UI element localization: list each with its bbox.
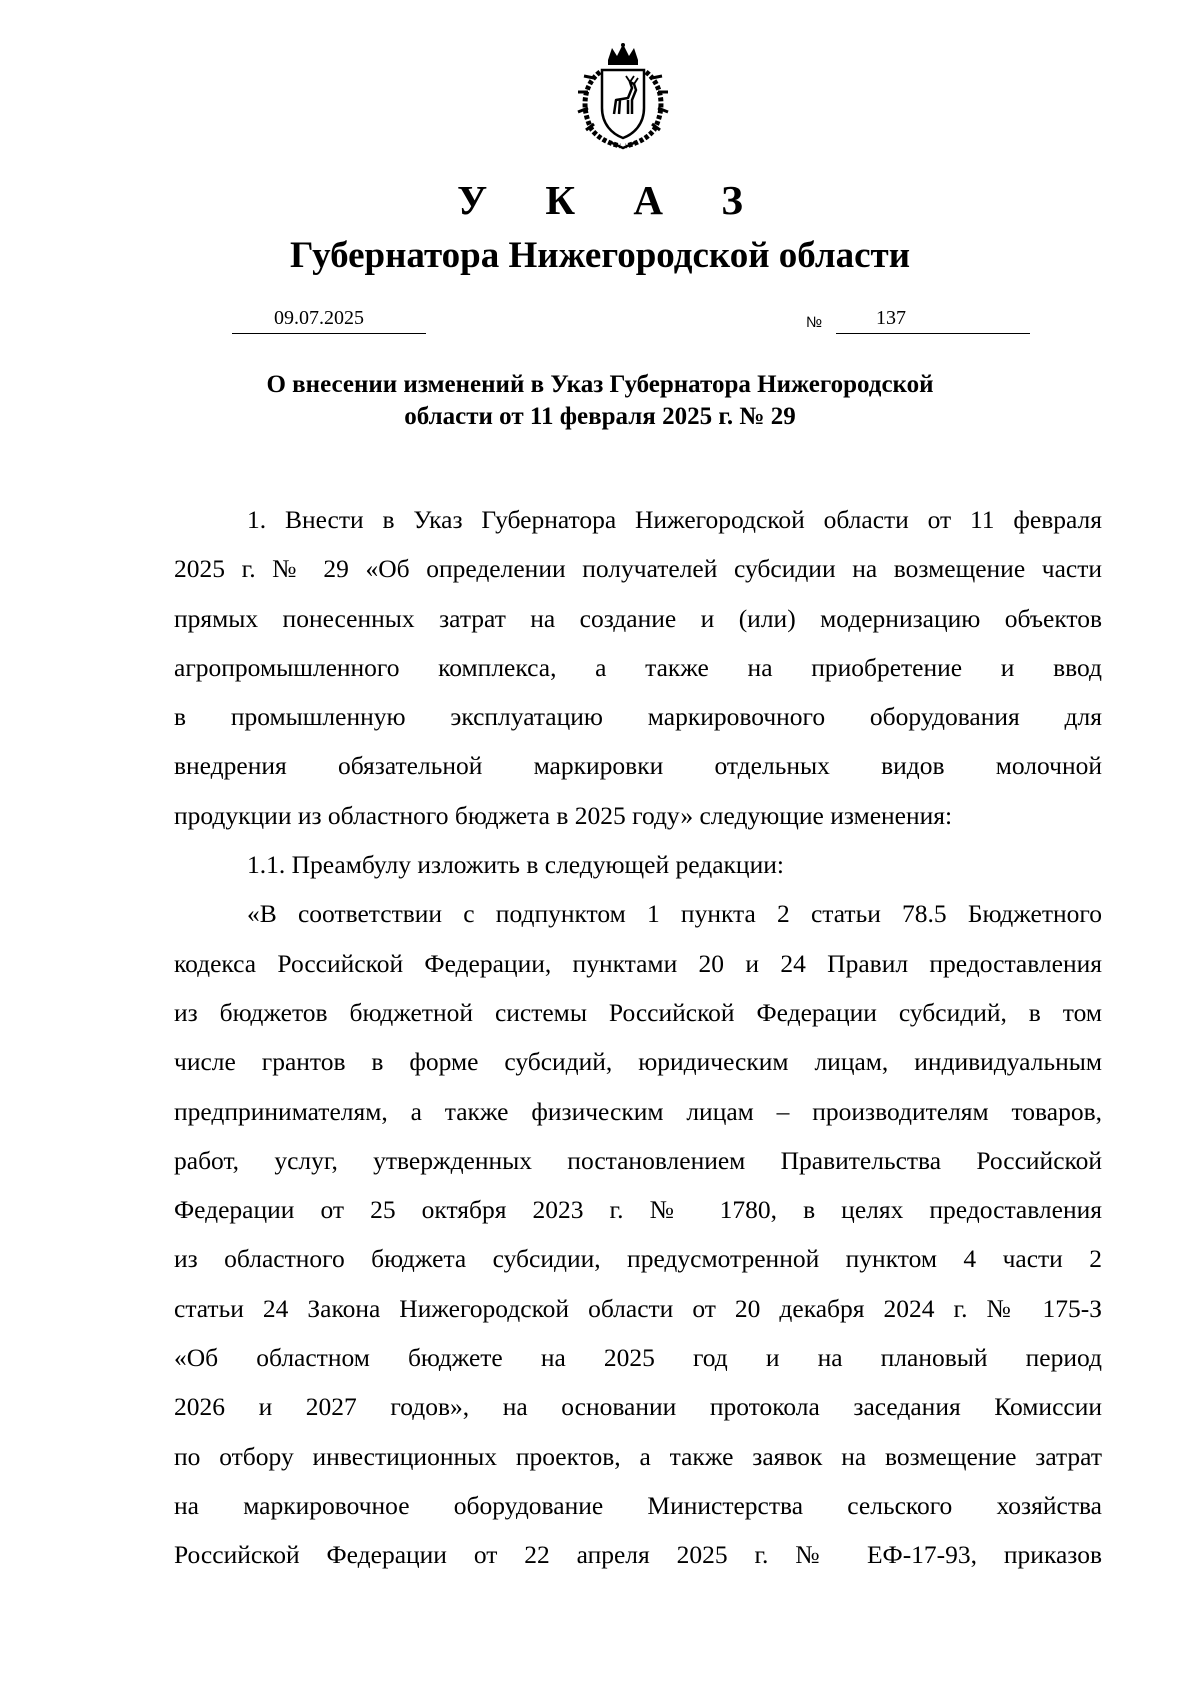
document-title: У К А З bbox=[457, 177, 767, 223]
body-line: «В соответствии с подпунктом 1 пункта 2 статьи 78.5 Бюджетного bbox=[247, 899, 1102, 929]
number-sign: № bbox=[806, 314, 823, 331]
body-line: продукции из областного бюджета в 2025 году» следующие изменения: bbox=[174, 800, 953, 830]
body-line: Российской Федерации от 22 апреля 2025 г. № ЕФ-17-93, приказов bbox=[174, 1540, 1102, 1570]
document-issuer: Губернатора Нижегородской области bbox=[289, 235, 911, 276]
document-number: 137 bbox=[876, 307, 906, 329]
body-line: «Об областном бюджете на 2025 год и на плановый период bbox=[174, 1343, 1102, 1373]
date-field bbox=[232, 305, 426, 334]
document-body bbox=[174, 495, 1102, 1580]
body-line: 2025 г. № 29 «Об определении получателей субсидии на возмещение части bbox=[174, 554, 1102, 584]
body-line: Федерации от 25 октября 2023 г. № 1780, в целях предоставления bbox=[174, 1195, 1102, 1225]
body-line: 1.1. Преамбулу изложить в следующей редакции: bbox=[247, 850, 784, 880]
coat-of-arms-icon bbox=[570, 42, 676, 150]
body-line: кодекса Российской Федерации, пунктами 20 и 24 Правил предоставления bbox=[174, 948, 1102, 978]
body-line: 2026 и 2027 годов», на основании протокола заседания Комиссии bbox=[174, 1392, 1102, 1422]
document-date: 09.07.2025 bbox=[274, 307, 364, 329]
body-line: внедрения обязательной маркировки отдельных видов молочной bbox=[174, 751, 1102, 781]
body-line: из областного бюджета субсидии, предусмотренной пунктом 4 части 2 bbox=[174, 1244, 1102, 1274]
body-line: прямых понесенных затрат на создание и (или) модернизацию объектов bbox=[174, 603, 1102, 633]
subject-line: О внесении изменений в Указ Губернатора Нижегородской bbox=[266, 371, 934, 398]
body-line: 1. Внести в Указ Губернатора Нижегородской области от 11 февраля bbox=[247, 505, 1102, 534]
body-line: работ, услуг, утвержденных постановлением Правительства Российской bbox=[174, 1145, 1102, 1175]
body-line: по отбору инвестиционных проектов, а также заявок на возмещение затрат bbox=[174, 1441, 1102, 1471]
body-line: статьи 24 Закона Нижегородской области от 20 декабря 2024 г. № 175-З bbox=[174, 1293, 1102, 1323]
body-line: числе грантов в форме субсидий, юридическим лицам, индивидуальным bbox=[174, 1047, 1102, 1077]
subject-line: области от 11 февраля 2025 г. № 29 bbox=[404, 403, 796, 430]
body-line: в промышленную эксплуатацию маркировочного оборудования для bbox=[174, 702, 1102, 732]
body-line: агропромышленного комплекса, а также на приобретение и ввод bbox=[174, 652, 1102, 682]
number-field bbox=[836, 305, 1030, 334]
body-line: из бюджетов бюджетной системы Российской Федерации субсидий, в том bbox=[174, 997, 1102, 1027]
document-subject bbox=[0, 369, 1200, 433]
body-line: на маркировочное оборудование Министерства сельского хозяйства bbox=[174, 1490, 1102, 1520]
body-line: предпринимателям, а также физическим лицам – производителям товаров, bbox=[174, 1096, 1102, 1126]
